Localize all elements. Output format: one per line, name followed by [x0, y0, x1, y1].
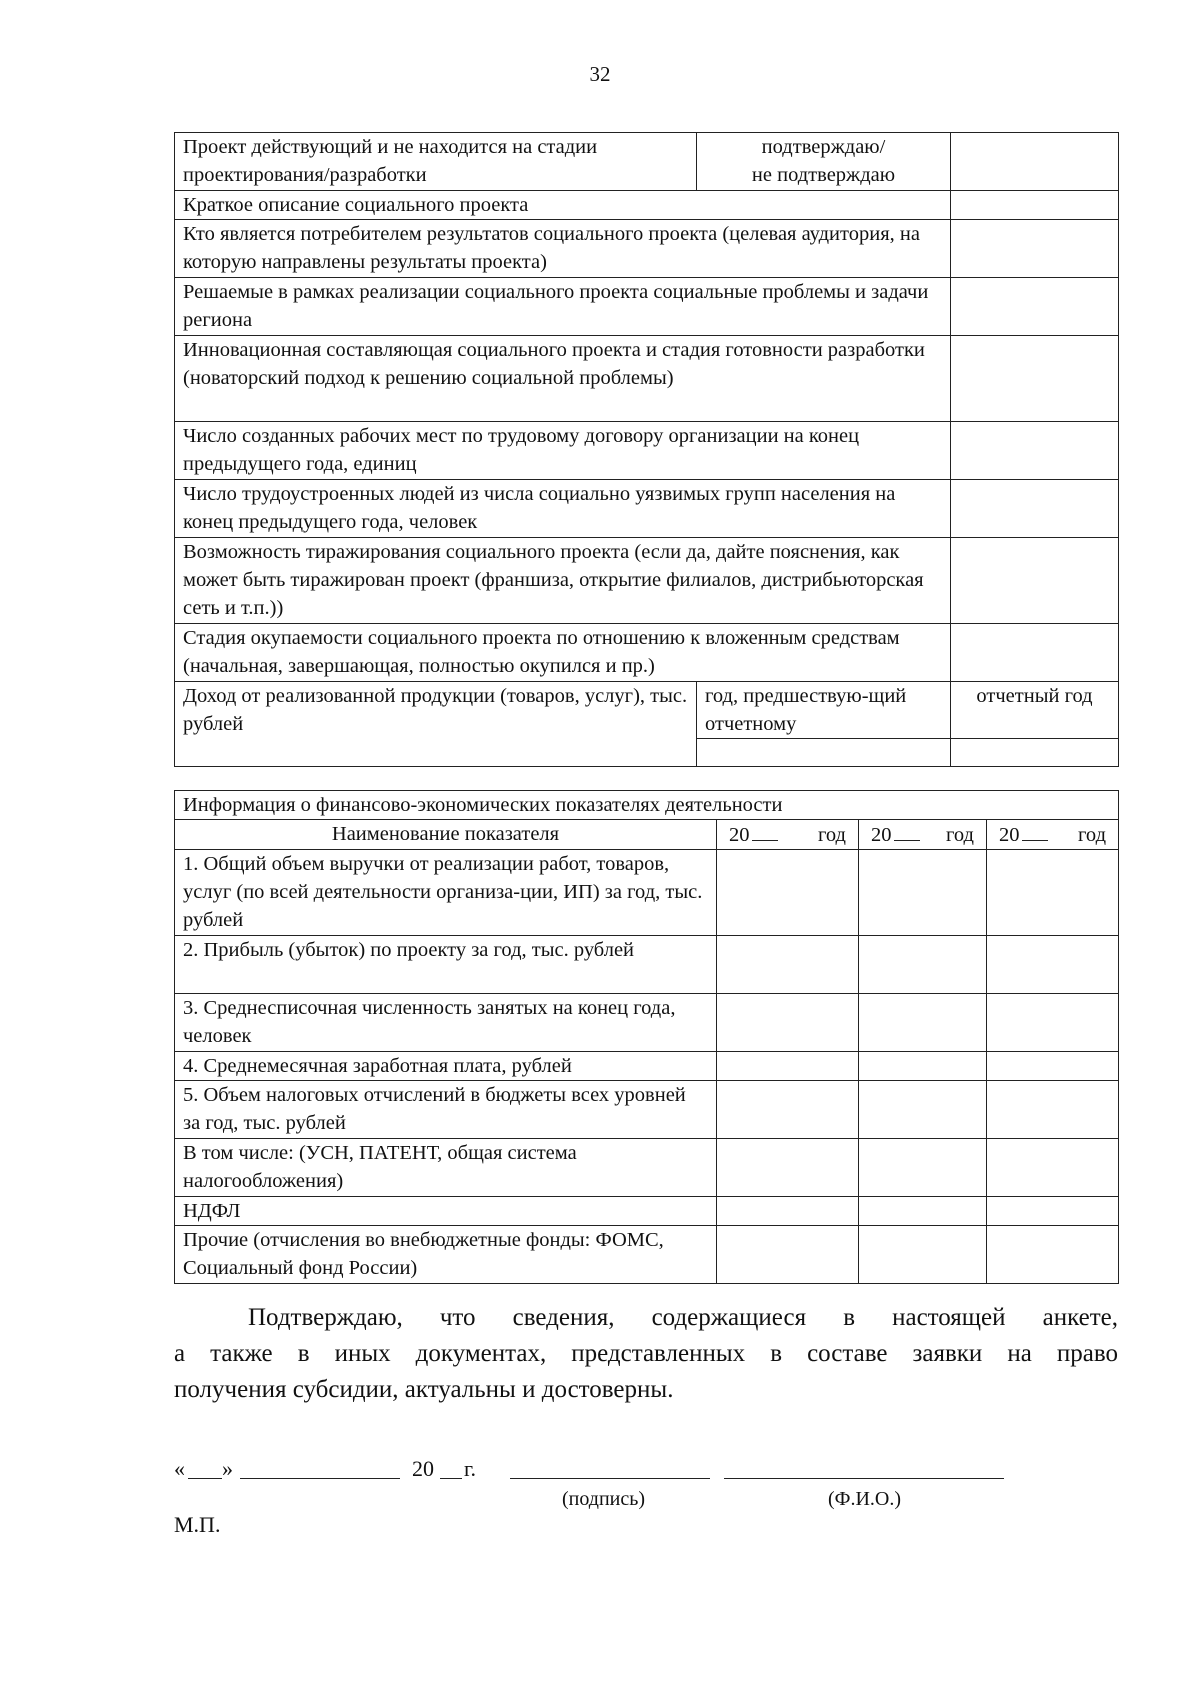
value-cell[interactable]: [987, 936, 1119, 994]
value-cell[interactable]: [717, 1052, 859, 1081]
indicator-label: Прочие (отчисления во внебюджетные фонды: ФОМС, Социальный фонд России): [175, 1226, 717, 1284]
table-row: [175, 133, 1119, 191]
indicator-label: 5. Объем налоговых отчислений в бюджеты всех уровней за год, тыс. рублей: [175, 1081, 717, 1139]
table-row: [175, 850, 1119, 936]
row-label: Краткое описание социального проекта: [175, 191, 951, 220]
signature-line[interactable]: [510, 1478, 710, 1479]
confirm-option-line2: не подтверждаю: [751, 164, 896, 186]
declaration-paragraph: [174, 1300, 1118, 1408]
value-cell[interactable]: [717, 994, 859, 1052]
table-row: [175, 791, 1119, 820]
answer-cell[interactable]: [951, 624, 1119, 682]
date-close-quote: »: [222, 1456, 233, 1481]
row-label: Стадия окупаемости социального проекта по отношению к вложенным средствам (начальная, завершающая, полностью окупился и пр.): [175, 624, 951, 682]
table-row: [175, 480, 1119, 538]
row-label: Кто является потребителем результатов социального проекта (целевая аудитория, на которую направлены результаты проекта): [175, 220, 951, 278]
year-header-2[interactable]: [859, 820, 987, 850]
declaration-line: получения субсидии, актуальны и достоверны.: [174, 1376, 674, 1403]
table-header-row: [175, 820, 1119, 850]
year-blank[interactable]: [1022, 820, 1048, 841]
table-row: [175, 1052, 1119, 1081]
report-year-value-cell[interactable]: [951, 739, 1119, 767]
table-row: [175, 936, 1119, 994]
prev-year-value-cell[interactable]: [697, 739, 951, 767]
year-blank[interactable]: [752, 820, 778, 841]
indicator-name-header: Наименование показателя: [175, 820, 717, 850]
answer-cell[interactable]: [951, 538, 1119, 624]
indicator-label: 3. Среднесписочная численность занятых на конец года, человек: [175, 994, 717, 1052]
table-row: [175, 191, 1119, 220]
value-cell[interactable]: [859, 1197, 987, 1226]
year-suffix: год: [818, 824, 846, 846]
value-cell[interactable]: [987, 1052, 1119, 1081]
value-cell[interactable]: [859, 1081, 987, 1139]
row-label: Возможность тиражирования социального проекта (если да, дайте пояснения, как может быть тиражирован проект (франшиза, открытие филиалов, дистрибьюторская сеть и т.п.)): [175, 538, 951, 624]
value-cell[interactable]: [987, 1197, 1119, 1226]
date-month-blank[interactable]: [240, 1478, 400, 1479]
value-cell[interactable]: [987, 994, 1119, 1052]
value-cell[interactable]: [987, 850, 1119, 936]
table-row: [175, 336, 1119, 422]
table-row: [175, 1197, 1119, 1226]
table-row: [175, 682, 1119, 739]
value-cell[interactable]: [859, 936, 987, 994]
value-cell[interactable]: [987, 1081, 1119, 1139]
value-cell[interactable]: [717, 1139, 859, 1197]
table-title: Информация о финансово-экономических показателях деятельности: [175, 791, 1119, 820]
year-header-1[interactable]: [717, 820, 859, 850]
answer-cell[interactable]: [951, 278, 1119, 336]
date-year-blank[interactable]: [440, 1478, 462, 1479]
value-cell[interactable]: [717, 1197, 859, 1226]
row-label: Решаемые в рамках реализации социального проекта социальные проблемы и задачи региона: [175, 278, 951, 336]
date-year-prefix: 20: [412, 1456, 434, 1481]
value-cell[interactable]: [859, 1052, 987, 1081]
value-cell[interactable]: [987, 1226, 1119, 1284]
financial-indicators-table: [174, 790, 1119, 1284]
date-day-blank[interactable]: [188, 1478, 222, 1479]
year-suffix: год: [946, 824, 974, 846]
value-cell[interactable]: [859, 850, 987, 936]
row-label: Инновационная составляющая социального проекта и стадия готовности разработки (новаторский подход к решению социальной проблемы): [175, 336, 951, 422]
table-row: [175, 1226, 1119, 1284]
table-row: [175, 624, 1119, 682]
year-prefix: 20: [729, 824, 750, 846]
value-cell[interactable]: [859, 1226, 987, 1284]
table-row: [175, 538, 1119, 624]
row-label: Число созданных рабочих мест по трудовому договору организации на конец предыдущего года, единиц: [175, 422, 951, 480]
full-name-caption: (Ф.И.О.): [828, 1488, 902, 1510]
date-open-quote: «: [174, 1456, 185, 1481]
value-cell[interactable]: [987, 1139, 1119, 1197]
prev-year-header: год, предшествую-щий отчетному: [697, 682, 951, 739]
confirm-option-cell[interactable]: [697, 133, 951, 191]
answer-cell[interactable]: [951, 220, 1119, 278]
indicator-label: 1. Общий объем выручки от реализации работ, товаров, услуг (по всей деятельности организа-ции, ИП) за год, тыс. рублей: [175, 850, 717, 936]
value-cell[interactable]: [717, 1081, 859, 1139]
signature-caption: (подпись): [562, 1488, 646, 1510]
table-row: [175, 278, 1119, 336]
indicator-label: НДФЛ: [175, 1197, 717, 1226]
answer-cell[interactable]: [951, 480, 1119, 538]
stamp-place: М.П.: [174, 1512, 221, 1537]
table-row: [175, 422, 1119, 480]
value-cell[interactable]: [859, 1139, 987, 1197]
value-cell[interactable]: [717, 1226, 859, 1284]
row-label: Проект действующий и не находится на стадии проектирования/разработки: [175, 133, 697, 191]
answer-cell[interactable]: [951, 191, 1119, 220]
project-info-table: [174, 132, 1119, 767]
table-row: [175, 220, 1119, 278]
table-row: [175, 1081, 1119, 1139]
declaration-line: Подтверждаю, что сведения, содержащиеся в настоящей анкете,: [248, 1304, 1118, 1331]
indicator-label: 2. Прибыль (убыток) по проекту за год, тыс. рублей: [175, 936, 717, 994]
indicator-label: В том числе: (УСН, ПАТЕНТ, общая система налогообложения): [175, 1139, 717, 1197]
year-suffix: год: [1078, 824, 1107, 846]
table-row: [175, 1139, 1119, 1197]
table-row: [175, 994, 1119, 1052]
year-blank[interactable]: [894, 820, 920, 841]
answer-cell[interactable]: [951, 336, 1119, 422]
value-cell[interactable]: [859, 994, 987, 1052]
answer-cell[interactable]: [951, 133, 1119, 191]
income-label: Доход от реализованной продукции (товаров, услуг), тыс. рублей: [175, 682, 697, 767]
value-cell[interactable]: [717, 850, 859, 936]
year-prefix: 20: [871, 824, 892, 846]
indicator-label: 4. Среднемесячная заработная плата, рублей: [175, 1052, 717, 1081]
answer-cell[interactable]: [951, 422, 1119, 480]
page-number: 32: [589, 62, 611, 86]
year-prefix: 20: [999, 824, 1020, 846]
date-year-suffix: г.: [464, 1456, 477, 1481]
declaration-line: а также в иных документах, представленных в составе заявки на право: [174, 1340, 1118, 1367]
confirm-option-line1: подтверждаю/: [761, 136, 886, 158]
row-label: Число трудоустроенных людей из числа социально уязвимых групп населения на конец предыдущего года, человек: [175, 480, 951, 538]
value-cell[interactable]: [717, 936, 859, 994]
report-year-header: отчетный год: [951, 682, 1119, 739]
full-name-line[interactable]: [724, 1478, 1004, 1479]
year-header-3[interactable]: [987, 820, 1119, 850]
